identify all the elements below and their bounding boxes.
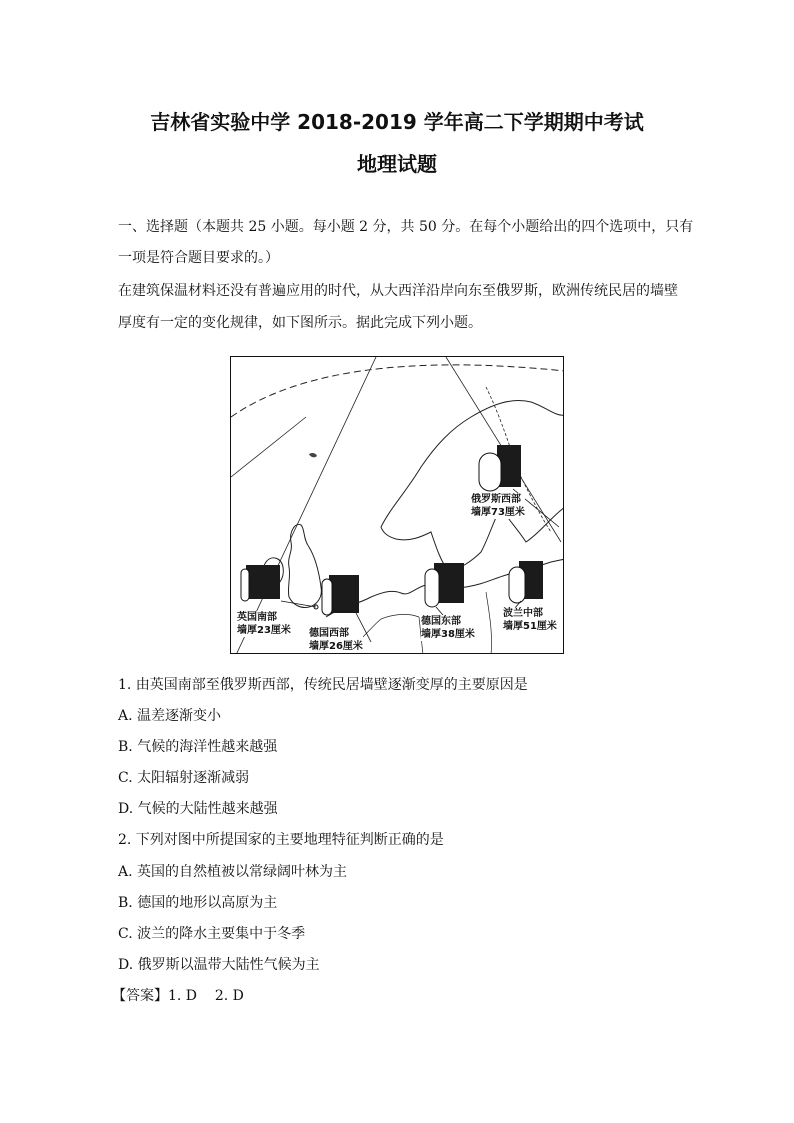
answer-line: 【答案】1. D 2. D <box>112 988 244 1004</box>
label-germany-west: 德国西部 墙厚26厘米 <box>309 628 363 652</box>
page-subtitle: 地理试题 <box>357 152 437 176</box>
intro-line-2: 厚度有一定的变化规律，如下图所示。据此完成下列小题。 <box>118 315 482 331</box>
label-germany-east: 德国东部 墙厚38厘米 <box>421 616 475 640</box>
question-1-option-c: C. 太阳辐射逐渐减弱 <box>118 770 250 786</box>
section-heading-line-2: 一项是符合题目要求的。） <box>118 250 279 266</box>
question-1-stem: 1. 由英国南部至俄罗斯西部，传统民居墙壁逐渐变厚的主要原因是 <box>118 677 528 693</box>
question-1-option-a: A. 温差逐渐变小 <box>118 708 222 724</box>
label-uk-south: 英国南部 墙厚23厘米 <box>237 612 291 636</box>
label-russia-west: 俄罗斯西部 墙厚73厘米 <box>471 494 525 518</box>
wall-icon-uk <box>241 565 318 609</box>
arctic-circle-line <box>231 365 564 417</box>
wall-icon-germany-west <box>322 575 359 615</box>
question-1-option-d: D. 气候的大陆性越来越强 <box>118 801 278 817</box>
scandinavia-coast <box>381 400 564 572</box>
meridian-line-2 <box>231 417 306 477</box>
label-poland-central: 波兰中部 墙厚51厘米 <box>503 608 557 632</box>
britain-coast <box>288 524 321 607</box>
question-2-option-d: D. 俄罗斯以温带大陆性气候为主 <box>118 957 320 973</box>
wall-icon-germany-east <box>425 563 464 607</box>
intro-line-1: 在建筑保温材料还没有普遍应用的时代，从大西洋沿岸向东至俄罗斯，欧洲传统民居的墙壁 <box>118 283 678 299</box>
question-2-option-a: A. 英国的自然植被以常绿阔叶林为主 <box>118 864 348 880</box>
question-2-option-b: B. 德国的地形以高原为主 <box>118 895 278 911</box>
border-line-4 <box>486 592 492 654</box>
europe-wall-thickness-map <box>230 356 564 654</box>
question-2-stem: 2. 下列对图中所提国家的主要地理特征判断正确的是 <box>118 832 444 848</box>
section-heading-line-1: 一、选择题（本题共 25 小题。每小题 2 分，共 50 分。在每个小题给出的四个选项中，只有 <box>118 219 694 235</box>
wall-icon-poland <box>509 561 543 603</box>
iceland-island <box>309 453 317 457</box>
question-2-option-c: C. 波兰的降水主要集中于冬季 <box>118 926 306 942</box>
page-title: 吉林省实验中学 2018-2019 学年高二下学期期中考试 <box>150 110 644 134</box>
question-1-option-b: B. 气候的海洋性越来越强 <box>118 739 278 755</box>
